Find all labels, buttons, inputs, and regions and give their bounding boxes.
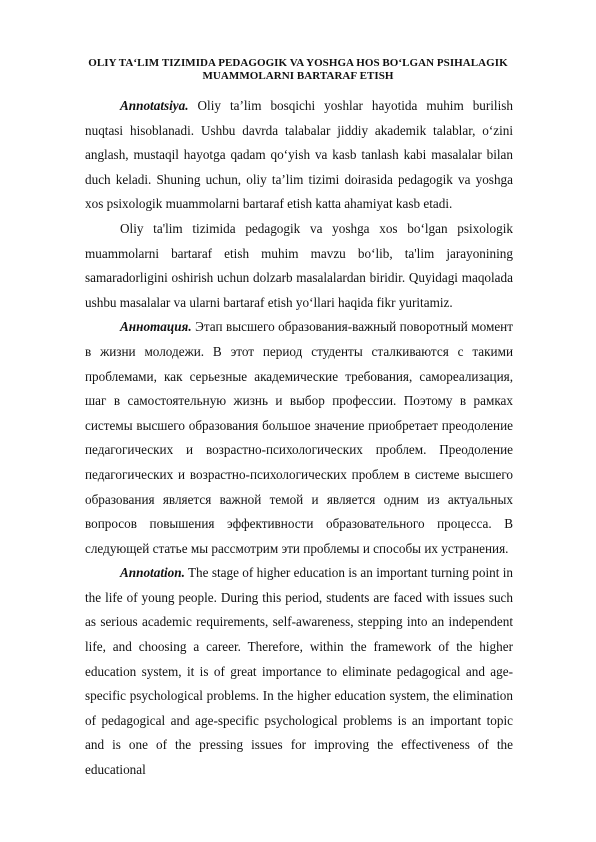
annotation-ru-text: Этап высшего образования-важный поворотный момент в жизни молодежи. В этот период студенты сталкиваются с такими проблемами, как серьезные академические требования, самореализация, шаг в самостоятельную жизнь и выбор профессии. Поэтому в рамках системы высшего образования большое значение приобретает преодоление педагогических и возрастно-психологических проблем. Преодоление педагогических и возрастно-психологических проблем в системе высшего образования является важной темой и является одним из актуальных вопросов повышения эффективности образовательного процесса. В следующей статье мы рассмотрим эти проблемы и способы их устранения. <box>85 319 513 556</box>
annotation-en-paragraph <box>85 561 513 782</box>
annotation-ru-paragraph <box>85 315 513 561</box>
intro-uz-paragraph: Oliy ta'lim tizimida pedagogik va yoshga xos bo‘lgan psixologik muammolarni bartaraf etish muhim mavzu bo‘lib, ta'lim jarayonining samaradorligini oshirish uchun dolzarb masalalardan biridir. Quyidagi maqolada ushbu masalalar va ularni bartaraf etish yo‘llari haqida fikr yuritamiz. <box>85 220 513 310</box>
annotation-uz-paragraph <box>85 94 513 217</box>
annotation-ru-label: Аннотация. <box>120 319 192 335</box>
annotation-uz-text: Oliy ta’lim bosqichi yoshlar hayotida muhim burilish nuqtasi hisoblanadi. Ushbu davrda talabalar jiddiy akademik talablar, o‘zini anglash, mustaqil hayotga qadam qo‘yish va kasb tanlash kabi masalalar bilan duch keladi. Shuning uchun, oliy ta’lim tizimi doirasida pedagogik va yoshga xos psixologik muammolarni bartaraf etish katta ahamiyat kasb etadi. <box>85 98 513 212</box>
annotation-en-text: The stage of higher education is an important turning point in the life of young people. During this period, students are faced with issues such as serious academic requirements, self-awareness, stepping into an independent life, and choosing a career. Therefore, within the framework of the higher education system, it is of great importance to eliminate pedagogical and age-specific psychological problems. In the higher education system, the elimination of pedagogical and age-specific psychological problems is an important topic and is one of the pressing issues for improving the effectiveness of the educational <box>85 565 513 778</box>
document-body <box>85 94 513 783</box>
annotation-uz-label: Annotatsiya. <box>120 98 189 113</box>
annotation-en-label: Annotation. <box>120 565 185 581</box>
document-title: OLIY TA‘LIM TIZIMIDA PEDAGOGIK VA YOSHGA HOS BO‘LGAN PSIHALAGIK MUAMMOLARNI BARTARAF ETISH <box>88 57 508 82</box>
